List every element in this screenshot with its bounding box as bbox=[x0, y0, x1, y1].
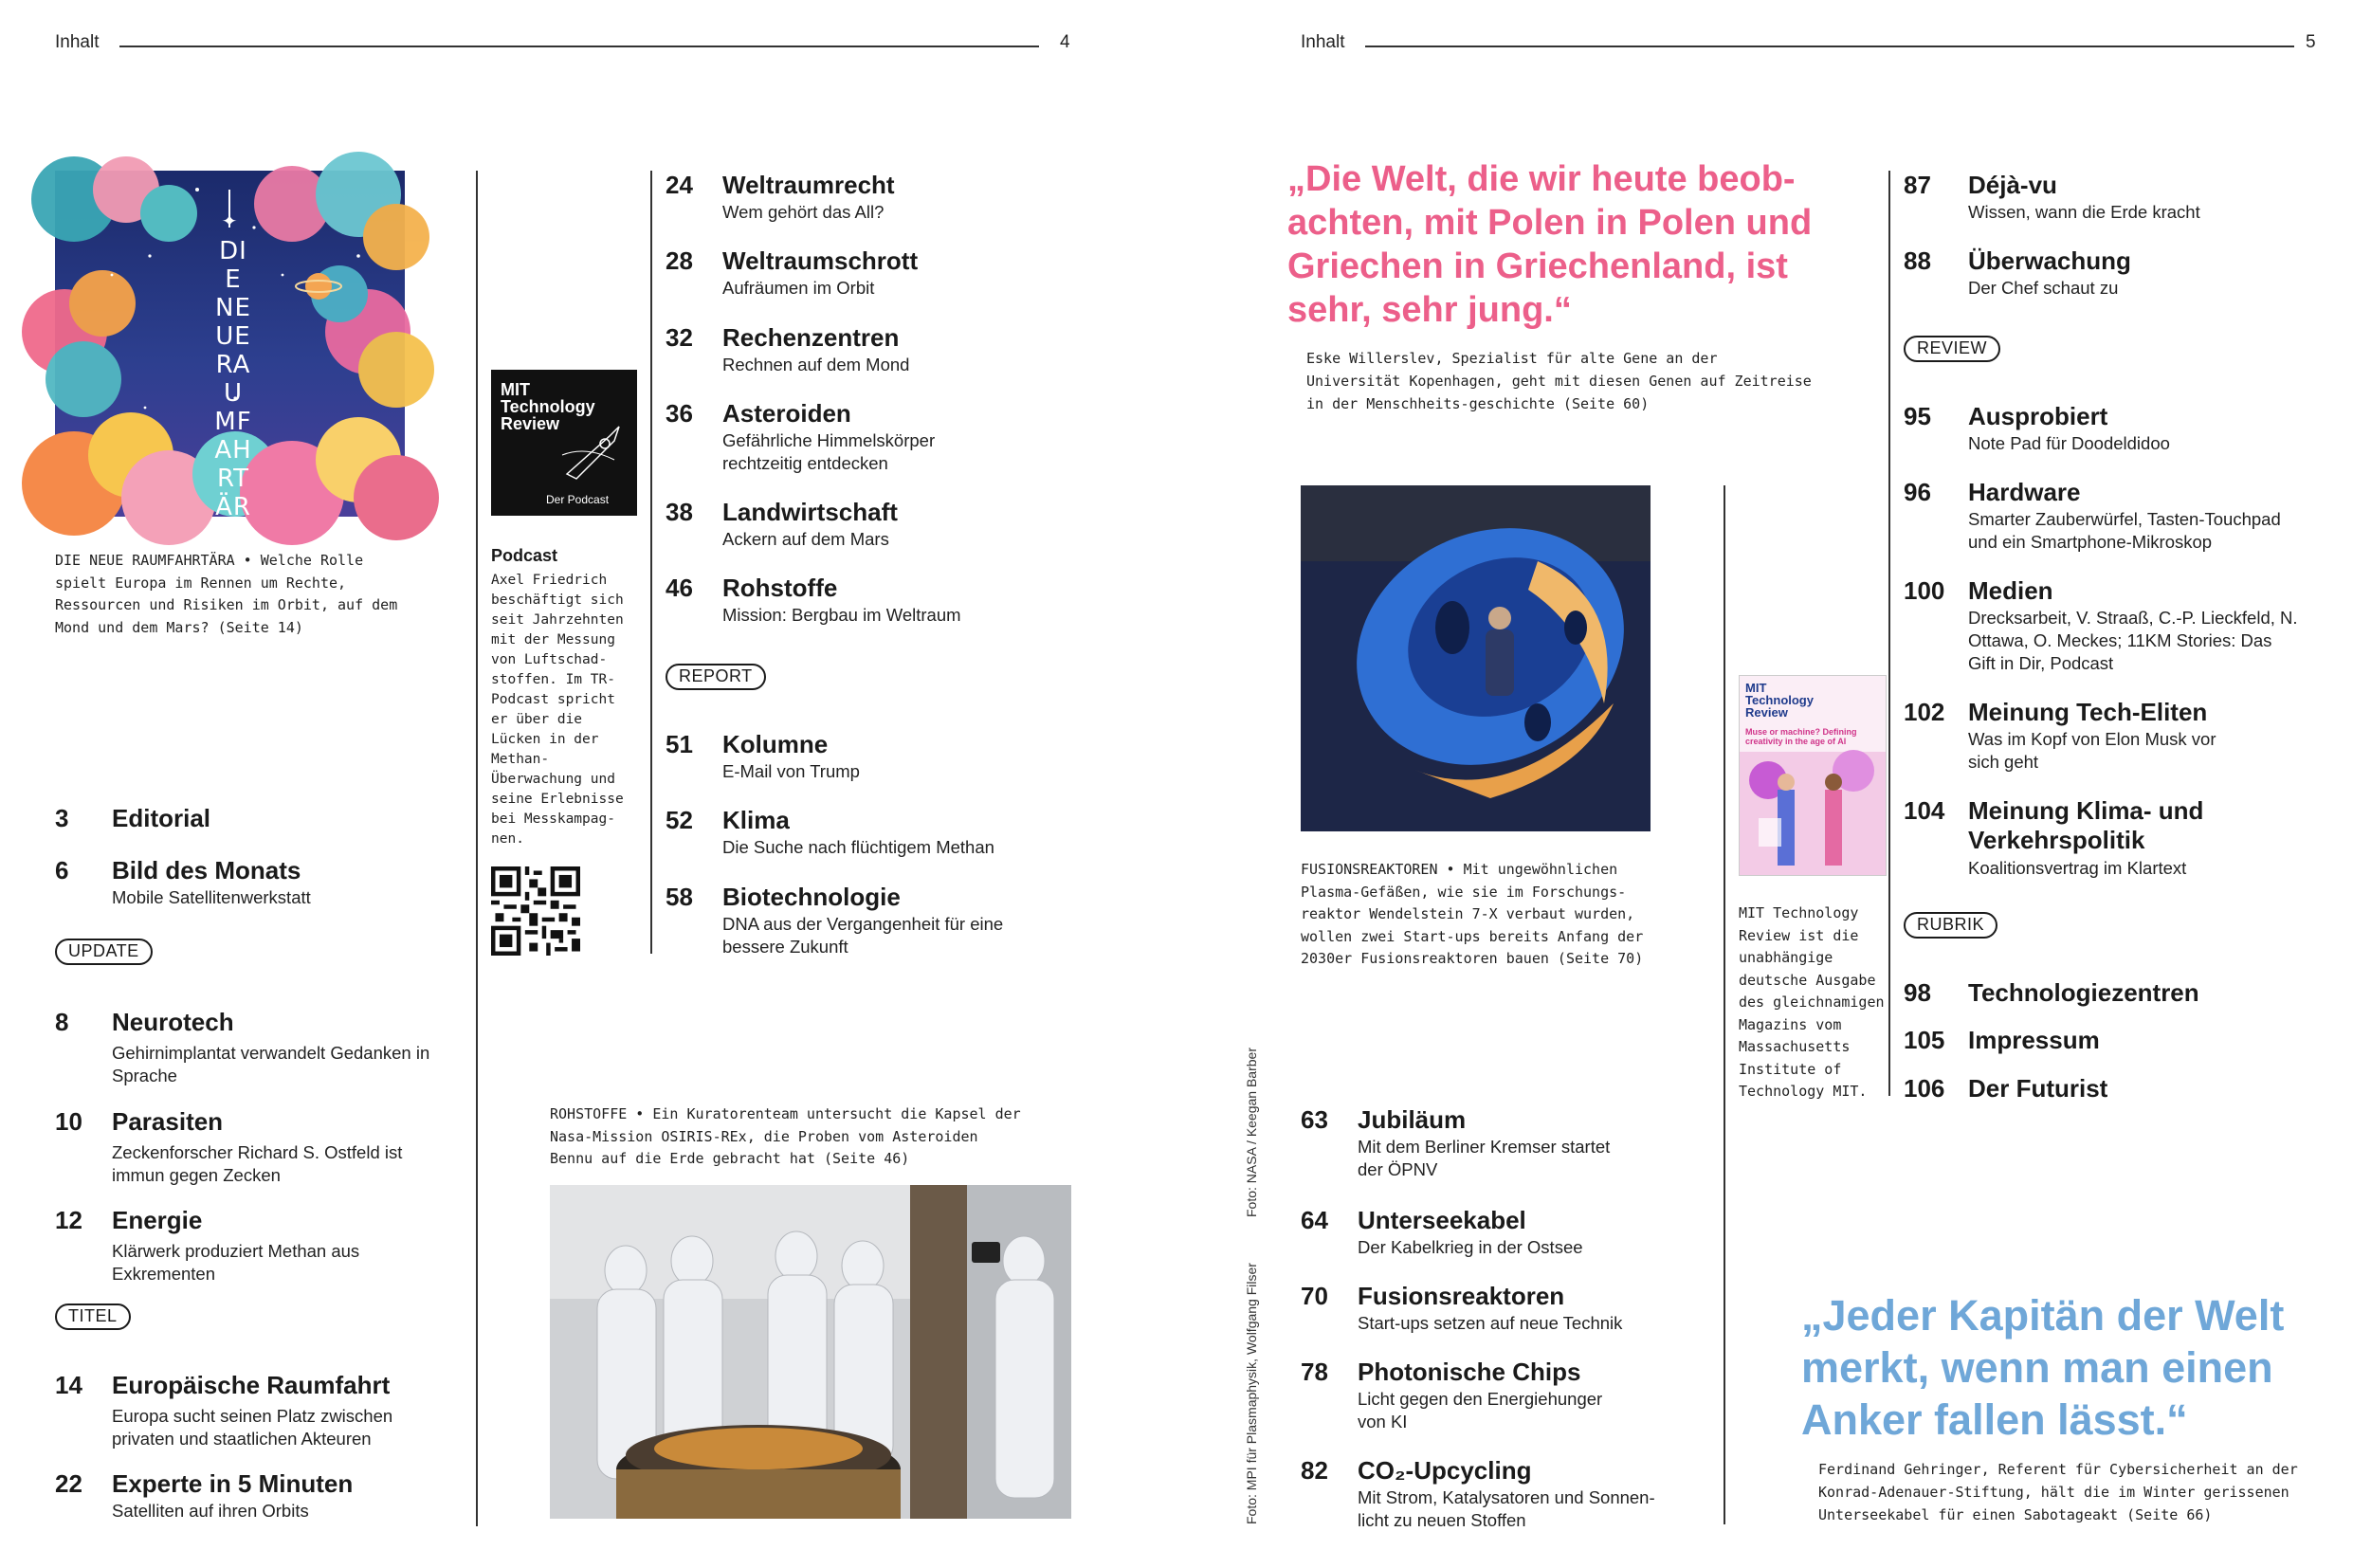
toc-page-number: 6 bbox=[55, 856, 69, 884]
toc-title: Neurotech bbox=[112, 1008, 234, 1036]
toc-title: Editorial bbox=[112, 804, 211, 832]
toc-description: Smarter Zauberwürfel, Tasten-Touchpad und ein Smartphone-Mikroskop bbox=[1968, 509, 2281, 552]
toc-page-number: 51 bbox=[666, 730, 693, 758]
toc-title: Meinung Klima- und Verkehrspolitik bbox=[1968, 796, 2204, 854]
toc-description: Licht gegen den Energiehunger von KI bbox=[1358, 1389, 1603, 1431]
toc-description: Gefährliche Himmelskörper rechtzeitig entdecken bbox=[722, 430, 936, 473]
fusion-reactor-photo[interactable] bbox=[1301, 485, 1651, 831]
toc-page-number: 95 bbox=[1904, 402, 1931, 430]
toc-title: Landwirtschaft bbox=[722, 498, 898, 526]
toc-title: Kolumne bbox=[722, 730, 829, 758]
section-label-review[interactable]: REVIEW bbox=[1904, 336, 2000, 362]
toc-description: Satelliten auf ihren Orbits bbox=[112, 1501, 309, 1521]
rocket-icon bbox=[557, 417, 633, 483]
toc-page-number: 22 bbox=[55, 1469, 82, 1498]
toc-page-number: 100 bbox=[1904, 576, 1945, 605]
toc-description: Mit Strom, Katalysatoren und Sonnen-licht zu neuen Stoffen bbox=[1358, 1487, 1655, 1530]
toc-page-number: 102 bbox=[1904, 698, 1945, 726]
toc-title: Déjà-vu bbox=[1968, 171, 2057, 199]
section-label-titel[interactable]: TITEL bbox=[55, 1304, 131, 1330]
toc-description: Start-ups setzen auf neue Technik bbox=[1358, 1313, 1623, 1333]
toc-description: Zeckenforscher Richard S. Ostfeld ist immun gegen Zecken bbox=[112, 1142, 403, 1185]
toc-page-number: 58 bbox=[666, 883, 693, 911]
toc-description: E-Mail von Trump bbox=[722, 761, 860, 781]
toc-page-number: 106 bbox=[1904, 1074, 1945, 1103]
toc-description: Koalitionsvertrag im Klartext bbox=[1968, 858, 2187, 878]
toc-page-number: 105 bbox=[1904, 1026, 1945, 1054]
toc-page-number: 28 bbox=[666, 246, 693, 275]
toc-description: Rechnen auf dem Mond bbox=[722, 355, 910, 374]
toc-title: Parasiten bbox=[112, 1107, 224, 1136]
toc-title: Medien bbox=[1968, 576, 2053, 605]
section-label-rubrik[interactable]: RUBRIK bbox=[1904, 912, 1997, 939]
header-rule bbox=[1365, 46, 2294, 47]
toc-page-number: 63 bbox=[1301, 1105, 1328, 1134]
toc-description: Drecksarbeit, V. Straaß, C.-P. Lieckfeld, N. Ottawa, O. Meckes; 11KM Stories: Das Gift in Dir, Podcast bbox=[1968, 608, 2298, 673]
toc-page-number: 38 bbox=[666, 498, 693, 526]
podcast-logo-mit: MIT bbox=[501, 380, 530, 399]
toc-page-number: 12 bbox=[55, 1206, 82, 1234]
toc-title: Ausprobiert bbox=[1968, 402, 2108, 430]
toc-description: Klärwerk produziert Methan aus Exkrementen bbox=[112, 1241, 360, 1284]
toc-title: Weltraumschrott bbox=[722, 246, 919, 275]
toc-page-number: 52 bbox=[666, 806, 693, 834]
toc-description: Ackern auf dem Mars bbox=[722, 529, 889, 549]
pull-quote-top-attribution: Eske Willerslev, Spezialist für alte Gene an der Universität Kopenhagen, geht mit diesen Genen auf Zeitreise in der Menschheits-geschichte (Seite 60) bbox=[1306, 350, 1812, 412]
podcast-text: Axel Friedrich beschäftigt sich seit Jahrzehnten mit der Messung von Luftschad-stoffen. Im TR-Podcast spricht er über die Lücken in der Methan-Überwachung und seine Erlebnisse bei Messkampag-nen. bbox=[491, 573, 624, 847]
magazine-logo: MIT Technology Review bbox=[1745, 681, 1814, 720]
toc-title: Photonische Chips bbox=[1358, 1358, 1581, 1386]
pull-quote-top: „Die Welt, die wir heute beob-achten, mit Polen in Polen und Griechen in Griechenland, ist sehr, sehr jung.“ bbox=[1287, 159, 1813, 330]
cleanroom-image bbox=[550, 1185, 1071, 1519]
toc-page-number: 82 bbox=[1301, 1456, 1328, 1485]
toc-page-number: 14 bbox=[55, 1371, 82, 1399]
toc-description: Europa sucht seinen Platz zwischen privaten und staatlichen Akteuren bbox=[112, 1406, 393, 1449]
podcast-logo-sub: Der Podcast bbox=[546, 493, 610, 506]
magazine-cover[interactable] bbox=[1739, 675, 1887, 876]
toc-description: DNA aus der Vergangenheit für eine bessere Zukunft bbox=[722, 914, 1004, 957]
toc-title: Bild des Monats bbox=[112, 856, 301, 884]
toc-title: Impressum bbox=[1968, 1026, 2100, 1054]
podcast-heading: Podcast bbox=[491, 546, 558, 565]
rohstoffe-caption: ROHSTOFFE • Ein Kuratorenteam untersucht die Kapsel der Nasa-Mission OSIRIS-REx, die Proben vom Asteroiden Bennu auf die Erde gebracht hat (Seite 46) bbox=[550, 1105, 1021, 1167]
toc-title: Klima bbox=[722, 806, 790, 834]
toc-title: Asteroiden bbox=[722, 399, 851, 428]
fusion-reactor-image bbox=[1301, 485, 1651, 831]
toc-title: Jubiläum bbox=[1358, 1105, 1467, 1134]
magazine-caption: MIT Technology Review ist die unabhängige deutsche Ausgabe des gleichnamigen Magazins vom Massachusetts Institute of Technology MIT. bbox=[1739, 904, 1885, 1100]
toc-page-number: 8 bbox=[55, 1008, 69, 1036]
fusion-caption: FUSIONSREAKTOREN • Mit ungewöhnlichen Plasma-Gefäßen, wie sie im Forschungs-reaktor Wendelstein 7-X verbaut wurden, wollen zwei Start-ups bereits Anfang der 2030er Fusionsreaktoren bauen (Seite 70) bbox=[1301, 861, 1644, 967]
cover-illustration[interactable] bbox=[55, 171, 405, 550]
toc-page-number: 64 bbox=[1301, 1206, 1328, 1234]
pull-quote-bottom-attribution: Ferdinand Gehringer, Referent für Cybersicherheit an der Konrad-Adenauer-Stiftung, hält die im Winter gerissenen Unterseekabel für einen Sabotageakt (Seite 66) bbox=[1818, 1461, 2298, 1523]
toc-title: Weltraumrecht bbox=[722, 171, 895, 199]
podcast-logo-technology: Technology bbox=[501, 397, 595, 416]
toc-page-number: 46 bbox=[666, 574, 693, 602]
toc-page-number: 96 bbox=[1904, 478, 1931, 506]
photo-credit-nasa: Foto: NASA / Keegan Barber bbox=[1244, 1048, 1259, 1217]
toc-description: Aufräumen im Orbit bbox=[722, 278, 875, 298]
toc-title: Rohstoffe bbox=[722, 574, 838, 602]
column-divider bbox=[476, 171, 478, 1526]
toc-description: Gehirnimplantat verwandelt Gedanken in Sprache bbox=[112, 1043, 430, 1085]
toc-page-number: 32 bbox=[666, 323, 693, 352]
toc-page-number: 78 bbox=[1301, 1358, 1328, 1386]
page-header-section: Inhalt bbox=[1301, 32, 1345, 52]
photo-credit-mpi: Foto: MPI für Plasmaphysik, Wolfgang Filser bbox=[1244, 1263, 1259, 1524]
toc-page-number: 98 bbox=[1904, 978, 1931, 1007]
magazine-illustration bbox=[1740, 752, 1886, 875]
toc-page-number: 70 bbox=[1301, 1282, 1328, 1310]
column-divider bbox=[650, 171, 652, 954]
cover-title: DIE NEUE RAUMFAHRT ÄRA bbox=[214, 237, 252, 550]
toc-page-number: 87 bbox=[1904, 171, 1931, 199]
toc-title: Experte in 5 Minuten bbox=[112, 1469, 354, 1498]
column-divider bbox=[1888, 171, 1890, 1096]
toc-page-number: 3 bbox=[55, 804, 69, 832]
toc-description: Note Pad für Doodeldidoo bbox=[1968, 433, 2170, 453]
header-rule bbox=[119, 46, 1039, 47]
toc-title: Fusionsreaktoren bbox=[1358, 1282, 1565, 1310]
column-divider bbox=[1724, 485, 1725, 1524]
toc-title: Technologiezentren bbox=[1968, 978, 2199, 1007]
toc-page-number: 104 bbox=[1904, 796, 1945, 825]
toc-title: Unterseekabel bbox=[1358, 1206, 1526, 1234]
toc-description: Was im Kopf von Elon Musk vor sich geht bbox=[1968, 729, 2216, 772]
toc-description: Mit dem Berliner Kremser startet der ÖPNV bbox=[1358, 1137, 1611, 1179]
toc-title: Energie bbox=[112, 1206, 203, 1234]
page-header-section: Inhalt bbox=[55, 32, 100, 52]
cover-caption: DIE NEUE RAUMFAHRTÄRA • Welche Rolle spielt Europa im Rennen um Rechte, Ressourcen und Risiken im Orbit, auf dem Mond und dem Mars? (Seite 14) bbox=[55, 552, 398, 636]
toc-description: Wem gehört das All? bbox=[722, 202, 885, 222]
toc-description: Mission: Bergbau im Weltraum bbox=[722, 605, 961, 625]
magazine-headline: Muse or machine? Defining creativity in the age of AI bbox=[1745, 727, 1857, 746]
toc-title: Hardware bbox=[1968, 478, 2081, 506]
toc-title: Meinung Tech-Eliten bbox=[1968, 698, 2208, 726]
toc-title: Rechenzentren bbox=[722, 323, 900, 352]
toc-description: Der Chef schaut zu bbox=[1968, 278, 2119, 298]
toc-description: Wissen, wann die Erde kracht bbox=[1968, 202, 2200, 222]
cleanroom-photo[interactable] bbox=[550, 1185, 1071, 1519]
podcast-logo[interactable] bbox=[491, 370, 637, 516]
toc-title: Der Futurist bbox=[1968, 1074, 2108, 1103]
toc-page-number: 88 bbox=[1904, 246, 1931, 275]
toc-title: Überwachung bbox=[1968, 246, 2131, 275]
page-number: 5 bbox=[2306, 32, 2316, 52]
section-label-report[interactable]: REPORT bbox=[666, 664, 766, 690]
page-number: 4 bbox=[1060, 32, 1070, 52]
toc-title: Europäische Raumfahrt bbox=[112, 1371, 391, 1399]
toc-page-number: 10 bbox=[55, 1107, 82, 1136]
toc-page-number: 36 bbox=[666, 399, 693, 428]
qr-code-icon[interactable] bbox=[491, 866, 580, 956]
toc-description: Die Suche nach flüchtigem Methan bbox=[722, 837, 994, 857]
toc-page-number: 24 bbox=[666, 171, 693, 199]
toc-description: Der Kabelkrieg in der Ostsee bbox=[1358, 1237, 1583, 1257]
toc-title: Biotechnologie bbox=[722, 883, 901, 911]
toc-title: CO₂-Upcycling bbox=[1358, 1456, 1532, 1485]
toc-description: Mobile Satellitenwerkstatt bbox=[112, 887, 311, 907]
podcast-logo-review: Review bbox=[501, 414, 560, 433]
pull-quote-bottom: „Jeder Kapitän der Welt merkt, wenn man einen Anker fallen lässt.“ bbox=[1801, 1291, 2285, 1444]
svg-text:✦: ✦ bbox=[221, 210, 238, 232]
section-label-update[interactable]: UPDATE bbox=[55, 939, 153, 965]
